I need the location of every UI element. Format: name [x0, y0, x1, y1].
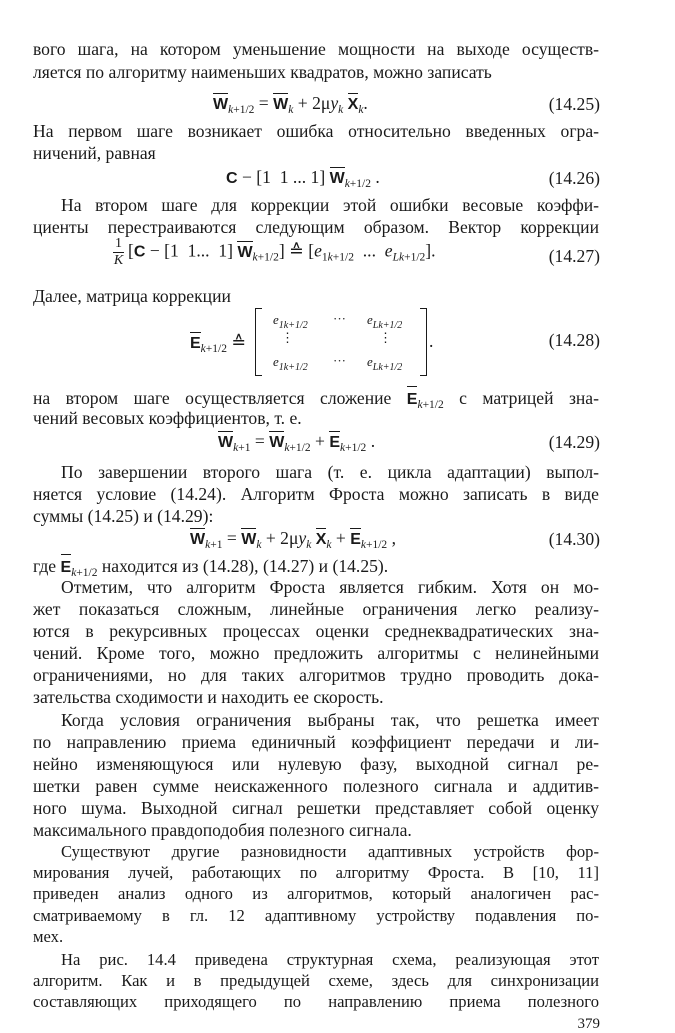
equation-number: (14.29): [548, 432, 600, 452]
text-line: На втором шаге для коррекции этой ошибки весовые коэффи-: [61, 195, 599, 215]
text-line: составляющих приходящего по направлению приема полезного: [33, 992, 599, 1012]
text-line: ются в рекурсивных процессах оценки среднеквадратических зна-: [33, 621, 599, 641]
equation-14-27: $\frac{1}{K}$ [C − [1 1... 1] $W_{k+1/2}$] ≙ [$e_{1k+1/2}$ ... $e_{Lk+1/2}$].: [113, 236, 436, 268]
equation-14-30: $W_{k+1} = W_k + 2\mu y_k$ $X_k + E_{k+1/2}$ ,: [190, 528, 396, 551]
text-line: Далее, матрица коррекции: [33, 286, 231, 306]
text-line-with-formula: на втором шаге осуществляется сложение $E_{k+1/2}$ с матрицей зна-: [33, 385, 599, 411]
book-page: вого шага, на котором уменьшение мощности на выходе осуществ- ляется по алгоритму наименьших квадратов, можно записать $W_{k+1/2} = W_k + 2\mu y_k$ $X_k$. (14.25) На первом шаге возникает ошибка относительно введенных огра- ничений, равная C − [1 1 ... 1] $W_{k+1/2}$ . (14.26) На втором шаге для коррекции этой ошибки весовые коэффи- циенты перестраиваются следующим образом. Вектор коррекции $\frac{1}{K}$ [C − [1 1... 1] $W_{k+1/2}$] ≙ [$e_{1k+1/2}$ ... $e_{Lk+1/2}$]. (14.27) Далее, матрица коррекции $E_{k+1/2}$ ≙ $e_{1k+1/2}$ ··· $e_{Lk+1/2}$ ⋮ ⋮ $e_{1k+1/2}$ ··· $e_{Lk+1/2}$ . (14.28) на втором шаге осуществляется сложение $E_{k+1/2}$ с матрицей зна- чений весовых коэффициентов, т. е. $W_{k+1} = W_{k+1/2} + E_{k+1/2}$ . (14.29) По завершении второго шага (т. е. цикла адаптации) выпол- няется условие (14.24). Алгоритм Фроста можно записать в виде суммы (14.25) и (14.29): $W_{k+1} = W_k + 2\mu y_k$ $X_k + E_{k+1/2}$ , (14.30) где $E_{k+1/2}$ находится из (14.28), (14.27) и (14.25). Отметим, что алгоритм Фроста является гибким. Хотя он мо- жет показаться сложным, линейные ограничения легко реализу- ются в рекурсивных процессах оценки среднеквадратических зна- чений. Кроме того, можно предложить алгоритмы с нелинейными ограничениями, но для таких алгоритмов трудно проводить дока- зательства сходимости и находить ее скорость. Когда условия ограничения выбраны так, что решетка имеет по направлению приема единичный коэффициент передачи и ли- нейно изменяющуюся или нулевую фазу, выходной сигнал ре- шетки равен сумме неискаженного полезного сигнала и аддитив- ного шума. Выходной сигнал решетки представляет собой оценку максимального правдоподобия полезного сигнала. Существуют другие разновидности адаптивных устройств фор- мирования лучей, работающих по алгоритму Фроста. В [10, 11] приведен анализ одного из алгоритмов, который аналогичен рас- сматриваемому в гл. 12 адаптивному устройству подавления по- мех. 379 На рис. 14.4 приведена структурная схема, реализующая этот алгоритм. Как и в предыдущей схеме, здесь для синхронизации составляющих приходящего по направлению приема полезного: [33, 39, 600, 1032]
text-line: нейно изменяющуюся или нулевую фазу, выходной сигнал ре-: [33, 754, 599, 774]
text-line-with-formula: где $E_{k+1/2}$ находится из (14.28), (14.27) и (14.25).: [33, 553, 599, 579]
text-line: шетки равен сумме неискаженного полезного сигнала и аддитив-: [33, 776, 599, 796]
text-line: циенты перестраиваются следующим образом. Вектор коррекции: [33, 217, 599, 237]
text-line: чений. Кроме того, можно предложить алгоритмы с нелинейными: [33, 643, 599, 663]
text-line: На рис. 14.4 приведена структурная схема, реализующая этот: [61, 950, 599, 969]
page-number: 379: [577, 1015, 600, 1032]
text-line: няется условие (14.24). Алгоритм Фроста можно записать в виде: [33, 484, 599, 504]
text-line: ограничениями, но для таких алгоритмов трудно проводить дока-: [33, 665, 599, 685]
equation-number: (14.28): [548, 330, 600, 350]
text-line: По завершении второго шага (т. е. цикла адаптации) выпол-: [61, 462, 599, 482]
text-line: жет показаться сложным, линейные ограничения легко реализу-: [33, 599, 599, 619]
text-line: суммы (14.25) и (14.29):: [33, 506, 214, 526]
text-line: по направлению приема единичный коэффициент передачи и ли-: [33, 732, 599, 752]
equation-number: (14.25): [548, 94, 600, 114]
text-line: ного шума. Выходной сигнал решетки представляет собой оценку: [33, 798, 599, 818]
text-line: вого шага, на котором уменьшение мощности на выходе осуществ-: [33, 39, 599, 59]
equation-number: (14.27): [548, 246, 600, 266]
text-line: На первом шаге возникает ошибка относительно введенных огра-: [33, 121, 599, 141]
text-line: приведен анализ одного из алгоритмов, который аналогичен рас-: [33, 884, 599, 904]
text-line: Когда условия ограничения выбраны так, что решетка имеет: [61, 710, 599, 730]
equation-14-25: $W_{k+1/2} = W_k + 2\mu y_k$ $X_k$.: [213, 93, 368, 116]
correction-matrix: $e_{1k+1/2}$ ··· $e_{Lk+1/2}$ ⋮ ⋮ $e_{1k+1/2}$ ··· $e_{Lk+1/2}$: [255, 308, 427, 374]
equation-14-28-lhs: $E_{k+1/2}$ ≙: [190, 332, 247, 355]
equation-14-26: C − [1 1 ... 1] $W_{k+1/2}$ .: [226, 167, 380, 190]
text-line: зательства сходимости и находить ее скорость.: [33, 687, 384, 707]
equation-14-29: $W_{k+1} = W_{k+1/2} + E_{k+1/2}$ .: [218, 431, 376, 454]
text-line: Существуют другие разновидности адаптивных устройств фор-: [61, 842, 599, 861]
text-line: мирования лучей, работающих по алгоритму Фроста. В [10, 11]: [33, 863, 599, 883]
text-line: ничений, равная: [33, 143, 156, 163]
text-line: Отметим, что алгоритм Фроста является гибким. Хотя он мо-: [61, 577, 599, 597]
text-line: мех.: [33, 926, 64, 946]
text-line: ляется по алгоритму наименьших квадратов, можно записать: [33, 62, 492, 82]
equation-number: (14.30): [548, 529, 600, 549]
text-line: чений весовых коэффициентов, т. е.: [33, 408, 302, 428]
equation-number: (14.26): [548, 168, 600, 188]
text-line: максимального правдоподобия полезного сигнала.: [33, 820, 412, 840]
text-line: сматриваемому в гл. 12 адаптивному устройству подавления по-: [33, 905, 599, 925]
text-line: алгоритм. Как и в предыдущей схеме, здесь для синхронизации: [33, 971, 599, 991]
